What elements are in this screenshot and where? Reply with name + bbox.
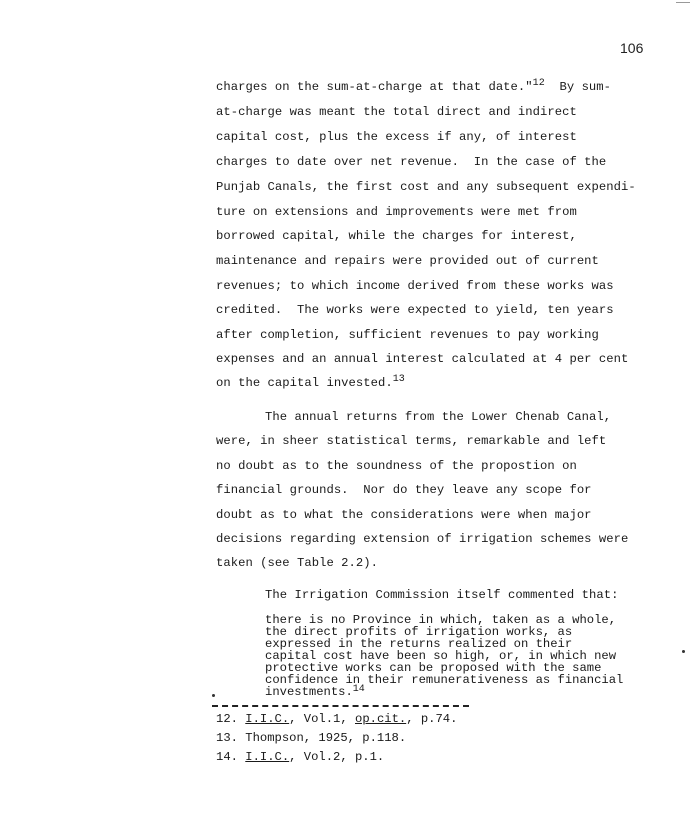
text-line: ture on extensions and improvements were met from (216, 205, 577, 219)
text-line: Punjab Canals, the first cost and any subsequent expendi- (216, 180, 636, 194)
text-line: credited. The works were expected to yield, ten years (216, 303, 614, 317)
footnote-ref-13: 13 (392, 374, 405, 385)
text-line: on the capital invested.$^{13}$ (216, 374, 405, 390)
quote-intro: The Irrigation Commission itself commented that: (265, 588, 619, 602)
text-line: doubt as to what the considerations were when major (216, 508, 592, 522)
text-line: expenses and an annual interest calculated at 4 per cent (216, 352, 629, 366)
text-line: decisions regarding extension of irrigation schemes were (216, 532, 629, 546)
quote-line: there is no Province in which, taken as a whole, (265, 613, 617, 627)
text-line: financial grounds. Nor do they leave any scope for (216, 483, 592, 497)
footnote-ref-14: 14 (352, 684, 365, 695)
footnote-14: 14. I.I.C., Vol.2, p.1. (216, 750, 385, 764)
text-line: maintenance and repairs were provided out of current (216, 254, 599, 268)
footnote-separator (212, 705, 469, 707)
text-line: at-charge was meant the total direct and indirect (216, 105, 577, 119)
scan-speck (682, 650, 685, 653)
quote-line: investments.$^{14}$ (265, 684, 365, 699)
quote-line: the direct profits of irrigation works, as (265, 625, 573, 639)
text-line: after completion, sufficient revenues to pay working (216, 328, 599, 342)
scan-artifact (676, 2, 690, 3)
scan-speck (212, 694, 215, 697)
text-line: The annual returns from the Lower Chenab Canal, (265, 410, 612, 424)
quote-line: capital cost have been so high, or, in which new (265, 649, 617, 663)
text-line: capital cost, plus the excess if any, of interest (216, 130, 577, 144)
quote-line: expressed in the returns realized on their (265, 637, 573, 651)
footnote-ref-12: 12 (532, 78, 545, 89)
quote-line: confidence in their remunerativeness as financial (265, 673, 624, 687)
text-line: revenues; to which income derived from these works was (216, 279, 614, 293)
text-line: charges on the sum-at-charge at that date."$^{12}$ By sum- (216, 78, 612, 94)
footnote-12: 12. I.I.C., Vol.1, op.cit., p.74. (216, 712, 458, 726)
footnote-13: 13. Thompson, 1925, p.118. (216, 731, 407, 745)
text-line: taken (see Table 2.2). (216, 556, 379, 570)
text-line: no doubt as to the soundness of the propostion on (216, 459, 577, 473)
text-line: were, in sheer statistical terms, remarkable and left (216, 434, 607, 448)
text-line: charges to date over net revenue. In the case of the (216, 155, 607, 169)
page-number: 106 (620, 40, 644, 56)
quote-line: protective works can be proposed with the same (265, 661, 602, 675)
text-line: borrowed capital, while the charges for interest, (216, 229, 577, 243)
